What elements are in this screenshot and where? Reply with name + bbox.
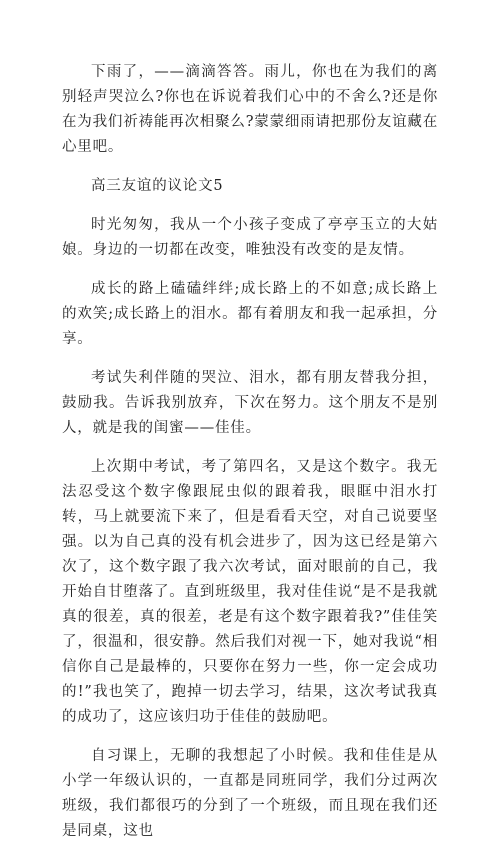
paragraph-growth: 成长的路上磕磕绊绊;成长路上的不如意;成长路上的欢笑;成长路上的泪水。都有着朋友和我一起承担，分享。 — [62, 281, 438, 347]
paragraph-midterm: 上次期中考试，考了第四名，又是这个数字。我无法忍受这个数字像跟屁虫似的跟着我，眼眶中泪水打转，马上就要流下来了，但是看看天空，对自己说要坚强。以为自己真的没有机会进步了，因为这已经是第六次了，这个数字跟了我六次考试，面对眼前的自己，我开始自甘堕落了。直到班级里，我对佳佳说“是不是我就真的很差，真的很差，老是有这个数字跟着我?”佳佳笑了，很温和，很安静。然后我们对视一下，她对我说“相信你自己是最棒的，只要你在努力一些，你一定会成功的!”我也笑了，跑掉一切去学习，结果，这次考试我真的成功了，这应该归功于佳佳的鼓励吧。 — [62, 459, 438, 725]
document-body — [62, 60, 438, 858]
paragraph-study-hall: 自习课上，无聊的我想起了小时候。我和佳佳是从小学一年级认识的，一直都是同班同学，我们分过两次班级，我们都很巧的分到了一个班级，而且现在我们还是同桌，这也 — [62, 748, 438, 839]
paragraph-time: 时光匆匆，我从一个小孩子变成了亭亭玉立的大姑娘。身边的一切都在改变，唯独没有改变的是友情。 — [62, 217, 438, 258]
paragraph-rain: 下雨了，——滴滴答答。雨儿，你也在为我们的离别轻声哭泣么?你也在诉说着我们心中的不舍么?还是你在为我们祈祷能再次相聚么?蒙蒙细雨请把那份友谊藏在心里吧。 — [62, 64, 438, 155]
paragraph-exam-failure: 考试失利伴随的哭泣、泪水，都有朋友替我分担，鼓励我。告诉我别放弃，下次在努力。这个朋友不是别人，就是我的闺蜜——佳佳。 — [62, 370, 438, 436]
essay-heading: 高三友谊的议论文5 — [91, 178, 224, 194]
